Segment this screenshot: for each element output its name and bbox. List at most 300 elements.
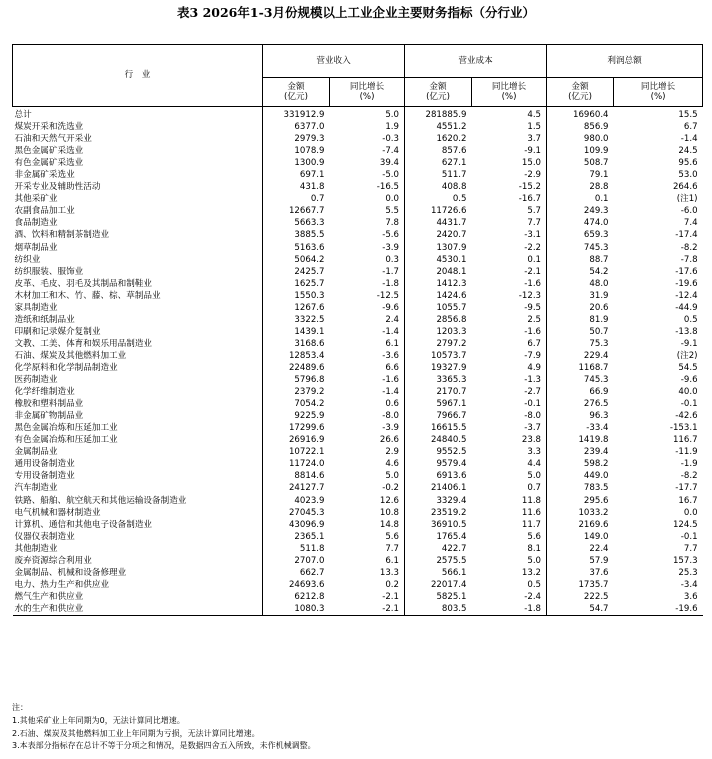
value-cell: 2979.3 <box>263 133 330 145</box>
value-cell: 2.5 <box>527 314 542 325</box>
value-cell: 4.5 <box>527 110 542 120</box>
value-cell: 4551.2 <box>405 121 472 133</box>
value-cell: -8.2 <box>680 471 698 482</box>
value-cell: -3.9 <box>382 423 400 434</box>
value-cell: 5967.1 <box>405 398 472 410</box>
value-cell: 229.4 <box>547 350 614 362</box>
value-cell: -9.1 <box>680 338 698 349</box>
industry-name-cell: 金属制品业 <box>14 447 58 458</box>
value-cell: 24.5 <box>678 146 698 157</box>
value-cell: 2707.0 <box>263 555 330 567</box>
value-cell: 5.5 <box>385 206 400 217</box>
table-row <box>13 434 703 446</box>
table-row <box>13 543 703 555</box>
value-cell: -3.4 <box>680 579 698 590</box>
footnote-heading: 注： <box>12 703 28 712</box>
value-cell: 856.9 <box>547 121 614 133</box>
value-cell: 13.2 <box>521 567 542 578</box>
financial-indicators-table <box>12 44 703 616</box>
value-cell: (注2) <box>676 350 698 361</box>
value-cell: 5.7 <box>527 206 542 217</box>
value-cell: 2797.2 <box>405 338 472 350</box>
value-cell: 3.7 <box>527 134 542 145</box>
value-cell: 15.5 <box>678 110 698 120</box>
value-cell: 0.2 <box>385 579 400 590</box>
value-cell: 81.9 <box>547 314 614 326</box>
value-cell: -153.1 <box>669 423 698 434</box>
value-cell: 53.0 <box>678 170 698 181</box>
value-cell: -7.9 <box>524 350 542 361</box>
value-cell: 8814.6 <box>263 470 330 482</box>
value-cell: 24840.5 <box>405 434 472 446</box>
value-cell: 28.8 <box>547 181 614 193</box>
value-cell: -3.9 <box>382 242 400 253</box>
cost-header: 营业成本 <box>405 45 547 78</box>
industry-name-cell: 酒、饮料和精制茶制造业 <box>14 230 110 241</box>
table-row <box>13 458 703 470</box>
value-cell: -15.2 <box>518 182 542 193</box>
value-cell: 0.7 <box>263 193 330 205</box>
value-cell: 7.7 <box>527 218 542 229</box>
industry-header: 行 业 <box>13 45 263 107</box>
industry-name-cell: 电力、热力生产和供应业 <box>14 579 110 590</box>
industry-name-cell: 纺织服装、服饰业 <box>14 266 84 277</box>
value-cell: -1.6 <box>382 375 400 386</box>
table-row <box>13 603 703 616</box>
value-cell: 2365.1 <box>263 531 330 543</box>
table-row <box>13 181 703 193</box>
value-cell: 39.4 <box>379 158 400 169</box>
value-cell: 2379.2 <box>263 386 330 398</box>
value-cell: 2170.7 <box>405 386 472 398</box>
industry-name-cell: 其他制造业 <box>14 543 58 554</box>
value-cell: -6.0 <box>680 206 698 217</box>
value-cell: -17.6 <box>675 266 698 277</box>
value-cell: 3322.5 <box>263 314 330 326</box>
value-cell: 16615.5 <box>405 422 472 434</box>
value-cell: 264.6 <box>672 182 698 193</box>
value-cell: 474.0 <box>547 217 614 229</box>
value-cell: -1.4 <box>382 326 400 337</box>
industry-name-cell: 水的生产和供应业 <box>13 603 263 616</box>
value-cell: 66.9 <box>547 386 614 398</box>
value-cell: 22017.4 <box>405 579 472 591</box>
value-cell: 16960.4 <box>547 107 614 122</box>
value-cell: -17.4 <box>675 230 698 241</box>
value-cell: -3.1 <box>524 230 542 241</box>
table-row <box>13 242 703 254</box>
value-cell: 3329.4 <box>405 495 472 507</box>
value-cell: 1620.2 <box>405 133 472 145</box>
value-cell: 10.8 <box>379 507 400 518</box>
footnote-3: 3.本表部分指标存在总计不等于分项之和情况，是数据四舍五入所致，未作机械调整。 <box>12 741 316 751</box>
value-cell: 2420.7 <box>405 229 472 241</box>
table-row <box>13 470 703 482</box>
value-cell: 26916.9 <box>263 434 330 446</box>
value-cell: 1203.3 <box>405 326 472 338</box>
footnote-2: 2.石油、煤炭及其他燃料加工业上年同期为亏损，无法计算同比增速。 <box>12 728 260 738</box>
value-cell: 2575.5 <box>405 555 472 567</box>
industry-name-cell: 化学纤维制造业 <box>14 387 75 398</box>
value-cell: 0.0 <box>683 507 698 518</box>
value-cell: 659.3 <box>547 229 614 241</box>
table-row <box>13 278 703 290</box>
value-cell: -1.8 <box>382 278 400 289</box>
value-cell: 3365.3 <box>405 374 472 386</box>
revenue-amount-header: 金额 (亿元) <box>263 78 330 107</box>
profit-growth-header: 同比增长 (%) <box>614 78 703 107</box>
value-cell: 5064.2 <box>263 254 330 266</box>
industry-name-cell: 铁路、船舶、航空航天和其他运输设备制造业 <box>14 495 187 506</box>
value-cell: -2.2 <box>524 242 542 253</box>
value-cell: 857.6 <box>405 145 472 157</box>
industry-name-cell: 计算机、通信和其他电子设备制造业 <box>14 519 153 530</box>
industry-name-cell: 开采专业及辅助性活动 <box>14 182 101 193</box>
value-cell: 6377.0 <box>263 121 330 133</box>
value-cell: 0.1 <box>527 254 542 265</box>
industry-name-cell: 烟草制品业 <box>14 242 58 253</box>
value-cell: -1.3 <box>524 375 542 386</box>
value-cell: 6.7 <box>683 122 698 133</box>
value-cell: 3.3 <box>527 447 542 458</box>
value-cell: 11.7 <box>521 519 542 530</box>
value-cell: 5.6 <box>385 531 400 542</box>
value-cell: 20.6 <box>547 302 614 314</box>
value-cell: 23519.2 <box>405 507 472 519</box>
value-cell: 6.6 <box>385 362 400 373</box>
table-row <box>13 338 703 350</box>
value-cell: -2.1 <box>382 591 400 602</box>
value-cell: -2.9 <box>524 170 542 181</box>
industry-name-cell: 橡胶和塑料制品业 <box>14 399 84 410</box>
revenue-growth-header: 同比增长 (%) <box>330 78 405 107</box>
value-cell: 14.8 <box>379 519 400 530</box>
value-cell: -12.3 <box>518 290 542 301</box>
value-cell: 50.7 <box>547 326 614 338</box>
table-row <box>13 133 703 145</box>
table-row <box>13 205 703 217</box>
value-cell: 11726.6 <box>405 205 472 217</box>
value-cell: 0.3 <box>385 254 400 265</box>
table-row <box>13 266 703 278</box>
industry-name-cell: 医药制造业 <box>14 375 58 386</box>
table-row <box>13 350 703 362</box>
table-row <box>13 410 703 422</box>
table-row <box>13 495 703 507</box>
value-cell: -2.1 <box>524 266 542 277</box>
cost-amount-header: 金额 (亿元) <box>405 78 472 107</box>
value-cell: 295.6 <box>547 495 614 507</box>
value-cell: 662.7 <box>263 567 330 579</box>
industry-name-cell: 文教、工美、体育和娱乐用品制造业 <box>14 338 153 349</box>
value-cell: 23.8 <box>521 435 542 446</box>
value-cell: 6.7 <box>527 338 542 349</box>
value-cell: 4.9 <box>527 362 542 373</box>
table-row <box>13 314 703 326</box>
value-cell: 2856.8 <box>405 314 472 326</box>
revenue-header: 营业收入 <box>263 45 405 78</box>
value-cell: -19.6 <box>675 278 698 289</box>
value-cell: -42.6 <box>675 411 698 422</box>
footnotes <box>12 702 316 753</box>
value-cell: 249.3 <box>547 205 614 217</box>
value-cell: 4530.1 <box>405 254 472 266</box>
value-cell: -9.1 <box>524 146 542 157</box>
value-cell: 5.0 <box>385 110 400 120</box>
industry-name-cell: 电气机械和器材制造业 <box>14 507 101 518</box>
value-cell: 598.2 <box>547 458 614 470</box>
value-cell: -1.6 <box>524 326 542 337</box>
value-cell: -16.7 <box>518 194 542 205</box>
value-cell: 12.6 <box>379 495 400 506</box>
value-cell: -1.8 <box>472 603 547 616</box>
industry-name-cell: 仪器仪表制造业 <box>14 531 75 542</box>
value-cell: 15.0 <box>521 158 542 169</box>
table-row <box>13 531 703 543</box>
value-cell: 5163.6 <box>263 242 330 254</box>
value-cell: 408.8 <box>405 181 472 193</box>
value-cell: 745.3 <box>547 242 614 254</box>
value-cell: 1300.9 <box>263 157 330 169</box>
value-cell: -16.5 <box>376 182 400 193</box>
table-row <box>13 507 703 519</box>
table-row <box>13 290 703 302</box>
value-cell: -2.7 <box>524 387 542 398</box>
value-cell: 31.9 <box>547 290 614 302</box>
value-cell: 0.1 <box>547 193 614 205</box>
value-cell: -0.1 <box>680 531 698 542</box>
value-cell: 16.7 <box>678 495 698 506</box>
table-body <box>13 107 703 616</box>
value-cell: 149.0 <box>547 531 614 543</box>
value-cell: 5.0 <box>385 471 400 482</box>
value-cell: 96.3 <box>547 410 614 422</box>
value-cell: 783.5 <box>547 482 614 494</box>
value-cell: 2169.6 <box>547 519 614 531</box>
value-cell: 745.3 <box>547 374 614 386</box>
value-cell: -44.9 <box>675 302 698 313</box>
value-cell: -7.4 <box>382 146 400 157</box>
value-cell: 54.2 <box>547 266 614 278</box>
value-cell: 3168.6 <box>263 338 330 350</box>
industry-name-cell: 废弃资源综合利用业 <box>14 555 92 566</box>
value-cell: 54.5 <box>678 362 698 373</box>
value-cell: 48.0 <box>547 278 614 290</box>
industry-name-cell: 煤炭开采和洗选业 <box>14 122 84 133</box>
value-cell: 6.1 <box>385 555 400 566</box>
value-cell: 1033.2 <box>547 507 614 519</box>
value-cell: 26.6 <box>379 435 400 446</box>
value-cell: 17299.6 <box>263 422 330 434</box>
value-cell: -1.4 <box>680 134 698 145</box>
value-cell: 7054.2 <box>263 398 330 410</box>
value-cell: 75.3 <box>547 338 614 350</box>
value-cell: 10573.7 <box>405 350 472 362</box>
value-cell: 3885.5 <box>263 229 330 241</box>
value-cell: -0.1 <box>680 399 698 410</box>
value-cell: 431.8 <box>263 181 330 193</box>
value-cell: -5.0 <box>382 170 400 181</box>
value-cell: 5.0 <box>527 471 542 482</box>
value-cell: -17.7 <box>675 483 698 494</box>
value-cell: -0.1 <box>524 399 542 410</box>
table-row <box>13 446 703 458</box>
table-row <box>13 107 703 122</box>
value-cell: 88.7 <box>547 254 614 266</box>
industry-name-cell: 石油、煤炭及其他燃料加工业 <box>14 350 127 361</box>
industry-name-cell: 黑色金属矿采选业 <box>14 146 84 157</box>
value-cell: 25.3 <box>678 567 698 578</box>
value-cell: -2.4 <box>524 591 542 602</box>
value-cell: 1.5 <box>527 122 542 133</box>
footnote-1: 1.其他采矿业上年同期为0，无法计算同比增速。 <box>12 715 185 725</box>
value-cell: 6913.6 <box>405 470 472 482</box>
value-cell: 0.7 <box>527 483 542 494</box>
industry-name-cell: 专用设备制造业 <box>14 471 75 482</box>
value-cell: 109.9 <box>547 145 614 157</box>
value-cell: -12.5 <box>376 290 400 301</box>
value-cell: -1.7 <box>382 266 400 277</box>
industry-name-cell: 其他采矿业 <box>14 194 58 205</box>
value-cell: 422.7 <box>405 543 472 555</box>
value-cell: 36910.5 <box>405 519 472 531</box>
value-cell: 3.6 <box>683 591 698 602</box>
value-cell: 0.6 <box>385 399 400 410</box>
table-row <box>13 121 703 133</box>
value-cell: -9.5 <box>524 302 542 313</box>
industry-name-cell: 皮革、毛皮、羽毛及其制品和制鞋业 <box>14 278 153 289</box>
industry-name-cell: 金属制品、机械和设备修理业 <box>14 567 127 578</box>
value-cell: 1625.7 <box>263 278 330 290</box>
value-cell: -1.4 <box>382 387 400 398</box>
value-cell: 5.6 <box>527 531 542 542</box>
value-cell: -13.8 <box>675 326 698 337</box>
industry-name-cell: 造纸和纸制品业 <box>14 314 75 325</box>
table-row <box>13 422 703 434</box>
value-cell: 9225.9 <box>263 410 330 422</box>
value-cell: 0.0 <box>385 194 400 205</box>
value-cell: 19327.9 <box>405 362 472 374</box>
value-cell: 10722.1 <box>263 446 330 458</box>
value-cell: 11724.0 <box>263 458 330 470</box>
value-cell: 0.5 <box>527 579 542 590</box>
value-cell: 803.5 <box>405 603 472 616</box>
industry-name-cell: 有色金属冶炼和压延加工业 <box>14 435 118 446</box>
industry-name-cell: 家具制造业 <box>14 302 58 313</box>
value-cell: 511.7 <box>405 169 472 181</box>
value-cell: 4.4 <box>527 459 542 470</box>
value-cell: 27045.3 <box>263 507 330 519</box>
value-cell: 9579.4 <box>405 458 472 470</box>
value-cell: 6.1 <box>385 338 400 349</box>
value-cell: 4431.7 <box>405 217 472 229</box>
value-cell: 12853.4 <box>263 350 330 362</box>
profit-amount-header: 金额 (亿元) <box>547 78 614 107</box>
value-cell: 508.7 <box>547 157 614 169</box>
value-cell: 7.8 <box>385 218 400 229</box>
value-cell: 12667.7 <box>263 205 330 217</box>
value-cell: 2.9 <box>385 447 400 458</box>
value-cell: 1078.9 <box>263 145 330 157</box>
industry-name-cell: 燃气生产和供应业 <box>14 591 84 602</box>
value-cell: 1412.3 <box>405 278 472 290</box>
industry-name-cell: 非金属矿采选业 <box>14 170 75 181</box>
value-cell: 22489.6 <box>263 362 330 374</box>
value-cell: 239.4 <box>547 446 614 458</box>
industry-name-cell: 纺织业 <box>14 254 41 265</box>
value-cell: -3.6 <box>382 350 400 361</box>
value-cell: 627.1 <box>405 157 472 169</box>
value-cell: 13.3 <box>379 567 400 578</box>
value-cell: 5825.1 <box>405 591 472 603</box>
industry-name-cell: 食品制造业 <box>14 218 58 229</box>
value-cell: 5796.8 <box>263 374 330 386</box>
value-cell: -8.0 <box>524 411 542 422</box>
table-row <box>13 555 703 567</box>
value-cell: 11.8 <box>521 495 542 506</box>
industry-name-cell: 非金属矿物制品业 <box>14 411 84 422</box>
value-cell: -7.8 <box>680 254 698 265</box>
table-row <box>13 157 703 169</box>
value-cell: 2425.7 <box>263 266 330 278</box>
table-title: 表3 2026年1-3月份规模以上工业企业主要财务指标（分行业） <box>177 5 535 20</box>
value-cell: 24693.6 <box>263 579 330 591</box>
value-cell: 11.6 <box>521 507 542 518</box>
value-cell: -3.7 <box>524 423 542 434</box>
profit-header: 利润总额 <box>547 45 703 78</box>
value-cell: 1307.9 <box>405 242 472 254</box>
table-row <box>13 386 703 398</box>
value-cell: 4023.9 <box>263 495 330 507</box>
value-cell: 1550.3 <box>263 290 330 302</box>
value-cell: 7.4 <box>683 218 698 229</box>
value-cell: -33.4 <box>547 422 614 434</box>
table-row <box>13 193 703 205</box>
value-cell: -8.2 <box>680 242 698 253</box>
value-cell: 281885.9 <box>405 107 472 122</box>
value-cell: (注1) <box>676 194 698 205</box>
value-cell: 95.6 <box>678 158 698 169</box>
industry-name-cell: 化学原料和化学制品制造业 <box>14 362 118 373</box>
value-cell: 0.5 <box>405 193 472 205</box>
value-cell: 1055.7 <box>405 302 472 314</box>
table-row <box>13 362 703 374</box>
table-row <box>13 591 703 603</box>
industry-name-cell: 农副食品加工业 <box>14 206 75 217</box>
value-cell: 40.0 <box>678 387 698 398</box>
value-cell: -9.6 <box>680 375 698 386</box>
table-row <box>13 398 703 410</box>
value-cell: 2.4 <box>385 314 400 325</box>
value-cell: 276.5 <box>547 398 614 410</box>
value-cell: 6212.8 <box>263 591 330 603</box>
value-cell: -8.0 <box>382 411 400 422</box>
value-cell: -0.3 <box>382 134 400 145</box>
value-cell: -19.6 <box>614 603 703 616</box>
value-cell: 4.6 <box>385 459 400 470</box>
value-cell: 2048.1 <box>405 266 472 278</box>
value-cell: 1419.8 <box>547 434 614 446</box>
value-cell: 116.7 <box>672 435 698 446</box>
value-cell: 697.1 <box>263 169 330 181</box>
table-row <box>13 482 703 494</box>
value-cell: -12.4 <box>675 290 698 301</box>
table-row <box>13 229 703 241</box>
table-row <box>13 567 703 579</box>
industry-name-cell: 总计 <box>14 110 32 120</box>
value-cell: 1439.1 <box>263 326 330 338</box>
table-row <box>13 217 703 229</box>
